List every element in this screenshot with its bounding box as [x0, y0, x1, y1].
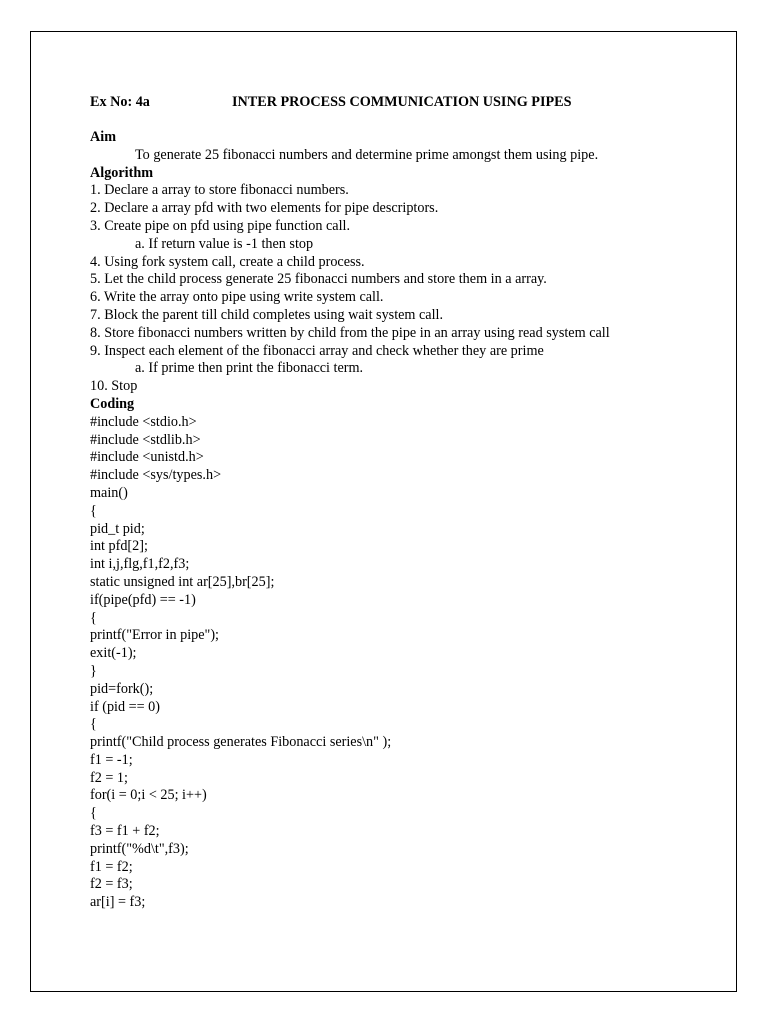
code-line: #include <stdlib.h>: [90, 431, 201, 448]
document-title: INTER PROCESS COMMUNICATION USING PIPES: [232, 94, 572, 110]
code-line: f1 = f2;: [90, 858, 133, 875]
document-content: [90, 93, 710, 912]
code-line: exit(-1);: [90, 645, 137, 662]
code-line: f1 = -1;: [90, 751, 133, 768]
code-line: ar[i] = f3;: [90, 894, 146, 911]
algorithm-step: 8. Store fibonacci numbers written by child from the pipe in an array using read system call: [90, 324, 610, 341]
code-line: {: [90, 609, 97, 626]
code-line: printf("Child process generates Fibonacci series\n" );: [90, 734, 392, 751]
algorithm-step: 3. Create pipe on pfd using pipe function call.: [90, 217, 351, 234]
aim-text: To generate 25 fibonacci numbers and determine prime amongst them using pipe.: [135, 146, 599, 163]
code-line: int i,j,flg,f1,f2,f3;: [90, 556, 190, 573]
algorithm-step: 5. Let the child process generate 25 fibonacci numbers and store them in a array.: [90, 271, 547, 288]
code-line: printf("Error in pipe");: [90, 627, 219, 644]
algorithm-sub-step: a. If return value is -1 then stop: [135, 235, 314, 252]
algorithm-step: 2. Declare a array pfd with two elements for pipe descriptors.: [90, 200, 439, 217]
code-line: f3 = f1 + f2;: [90, 823, 160, 840]
code-line: f2 = f3;: [90, 876, 133, 893]
code-line: #include <unistd.h>: [90, 449, 204, 466]
algorithm-step: 4. Using fork system call, create a child process.: [90, 253, 365, 270]
algorithm-step: 1. Declare a array to store fibonacci numbers.: [90, 182, 349, 199]
code-line: if(pipe(pfd) == -1): [90, 591, 196, 608]
code-line: #include <stdio.h>: [90, 413, 197, 430]
code-line: pid=fork();: [90, 680, 154, 697]
algorithm-step: 10. Stop: [90, 378, 138, 395]
algorithm-step: 6. Write the array onto pipe using write system call.: [90, 289, 384, 306]
code-line: {: [90, 805, 97, 822]
exercise-number: Ex No: 4a: [90, 94, 150, 110]
title-row: [90, 93, 710, 111]
code-line: pid_t pid;: [90, 520, 145, 537]
aim-heading: Aim: [90, 129, 117, 145]
algorithm-step: 9. Inspect each element of the fibonacci array and check whether they are prime: [90, 342, 544, 359]
algorithm-sub-step: a. If prime then print the fibonacci term.: [135, 360, 364, 377]
code-line: static unsigned int ar[25],br[25];: [90, 573, 275, 590]
code-line: {: [90, 502, 97, 519]
code-line: if (pid == 0): [90, 698, 160, 715]
coding-heading: Coding: [90, 395, 135, 412]
code-line: for(i = 0;i < 25; i++): [90, 787, 207, 804]
code-line: {: [90, 716, 97, 733]
code-line: printf("%d\t",f3);: [90, 840, 189, 857]
code-line: }: [90, 662, 97, 679]
code-line: int pfd[2];: [90, 538, 148, 555]
algorithm-step: 7. Block the parent till child completes using wait system call.: [90, 306, 444, 323]
code-line: #include <sys/types.h>: [90, 467, 222, 484]
algorithm-heading: Algorithm: [90, 164, 154, 181]
spacer: [90, 111, 710, 129]
code-line: f2 = 1;: [90, 769, 128, 786]
code-line: main(): [90, 484, 128, 501]
